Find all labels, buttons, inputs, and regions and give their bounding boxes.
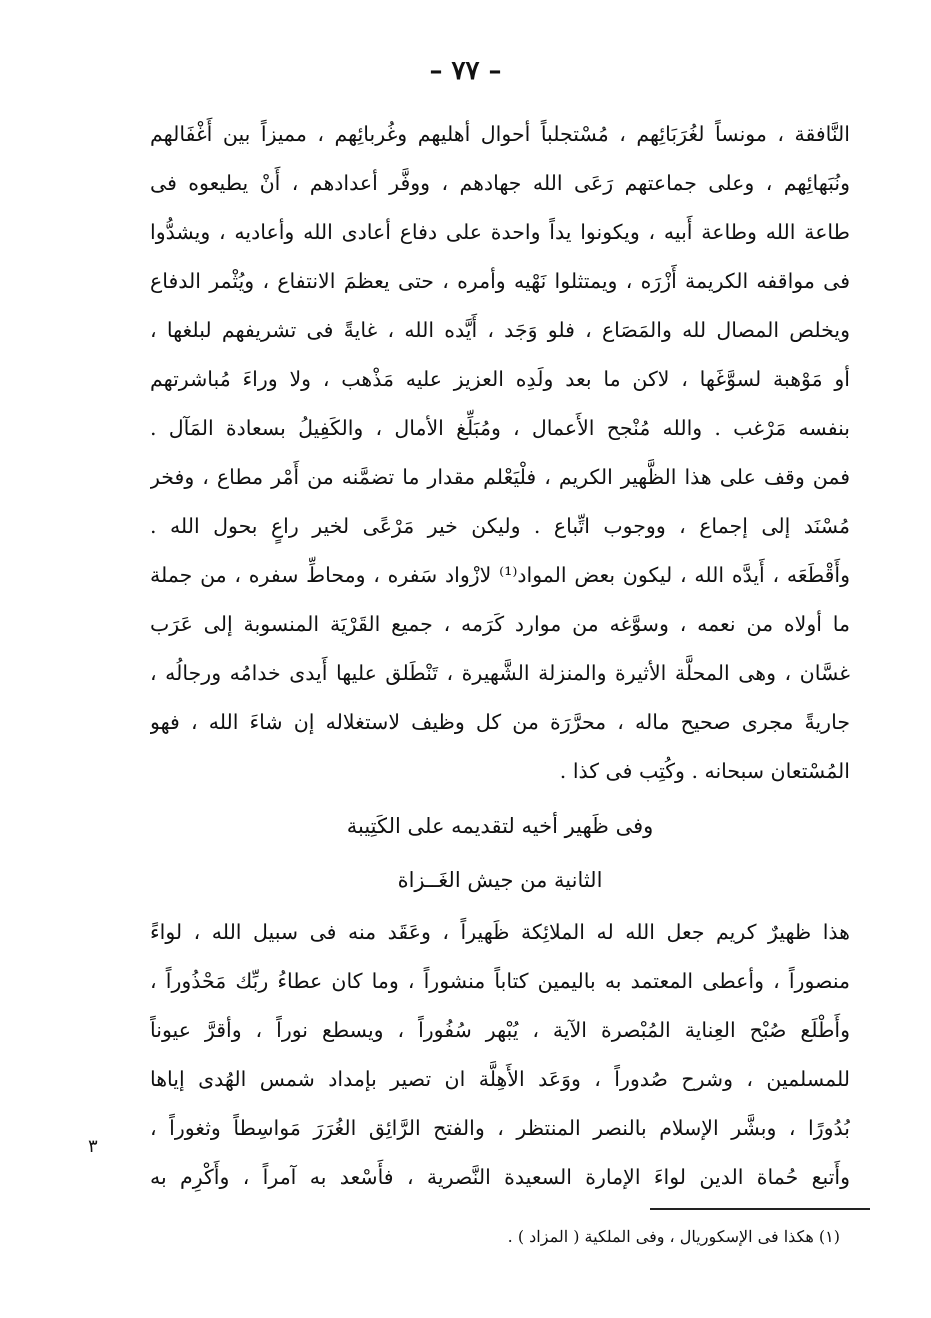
paragraph-body: [150, 110, 850, 796]
text-line: ما أولاه من نعمه ، وسوَّغه من موارد كَرَمه ، جميع القَرْيَة المنسوبة إلى عَرَب: [150, 612, 850, 636]
text-line: وأَقْطَعَه ، أَيدَّه الله ، ليكون بعض المواد⁽¹⁾ لازْواد سَفره ، ومحاطِّ سفره ، من جملة: [150, 563, 850, 587]
text-line: للمسلمين ، وشرح صُدوراً ، ووَعَد الأَهِلَّة ان تصير بإمداد شمس الهُدى إياها: [150, 1067, 850, 1091]
page-number: – ٧٧ –: [429, 56, 502, 86]
margin-mark: ٣: [88, 1136, 98, 1157]
section-heading-line-1: وفى ظَهير أخيه لتقديمه على الكَتِيبة: [346, 814, 654, 838]
text-line: وأَتبع حُماة الدين لواءَ الإمارة السعيدة النَّصرية ، فأَسْعد به آمراً ، وأَكْرِم به: [150, 1165, 850, 1189]
text-line: النَّافقة ، مونساً لغُرَبَائِهم ، مُسْتجلباً أحوال أهليهم وغُربائِهم ، مميزاً بين أَغْفَالهم: [150, 122, 850, 146]
text-line: غسَّان ، وهى المحلَّة الأثيرة والمنزلة الشَّهيرة ، تَنْطَلق عليها أَيدى خدامُه ورجالُه ،: [150, 661, 850, 685]
section-heading-line-2: الثانية من جيش الغَــزاة: [397, 868, 603, 892]
text-line: فمن وقف على هذا الظَّهير الكريم ، فلْيَعْلم مقدار ما تضمَّنه من أَمْر مطاع ، وفخر: [150, 465, 850, 489]
text-line: مُسْنَد إلى إجماع ، ووجوب اتِّباع . وليكن خير مَرْعًى لخير راعٍ بحول الله .: [150, 514, 850, 538]
text-line: ونُبَهائِهم ، وعلى جماعتهم رَعَى الله جهادهم ، ووفَّر أعدادهم ، أَنْ يطيعوه فى: [150, 171, 850, 195]
text-line: هذا ظهيرٌ كريم جعل الله له الملائِكة ظَهيراً ، وعَقَد منه فى سبيل الله ، لواءً: [150, 920, 850, 944]
text-line: أو مَوْهبة لسوَّغَها ، لاكن ما بعد ولَدِه العزيز عليه مَذْهب ، ولا وراءَ مُباشرتهم: [150, 367, 850, 391]
text-line: وأَطْلَع صُبْح العِناية المُبْصرة الآية ، يُبْهر سُفُوراً ، ويسطع نوراً ، وأقرَّ عيوناً: [150, 1018, 850, 1042]
footnote-divider: [650, 1208, 870, 1210]
text-line: جاريةً مجرى صحيح ماله ، محرَّرَة من كل وظيف لاستغلاله إن شاءَ الله ، فهو: [150, 710, 850, 734]
text-line: بنفسه مَرْغب . والله مُنْجح الأَعمال ، ومُبَلِّغ الأمال ، والكَفِيلُ بسعادة المَآل .: [150, 416, 850, 440]
paragraph-body-2: [150, 908, 850, 1202]
text-line: فى مواقفه الكريمة أَزْرَه ، ويمتثلوا نَهْيه وأمره ، حتى يعظمَ الانتفاع ، ويُثْمر الدفاع: [150, 269, 850, 293]
text-line: بُدُورًا ، وبشَّر الإسلام بالنصر المنتظر ، والفتح الرَّائِق الغُرَرَ مَواسِطاً وثغوراً ،: [150, 1116, 850, 1140]
text-line: ويخلص المصال لله والمَصَاع ، فلو وَجَد ، أَيَّده الله ، غايةً فى تشريفهم لبلغها ،: [150, 318, 850, 342]
text-line: منصوراً ، وأعطى المعتمد به باليمين كتاباً منشوراً ، وما كان عطاءُ ربِّك مَحْذُوراً ،: [150, 969, 850, 993]
text-line: المُسْتعان سبحانه . وكُتِب فى كذا .: [559, 759, 850, 783]
footnote: (١) هكذا فى الإسكوريال ، وفى الملكية ( المزاد ) .: [507, 1227, 840, 1246]
text-line: طاعة الله وطاعة أَبيه ، ويكونوا يداً واحدة على دفاع أعادى الله وأعاديه ، ويشدُّوا: [150, 220, 850, 244]
